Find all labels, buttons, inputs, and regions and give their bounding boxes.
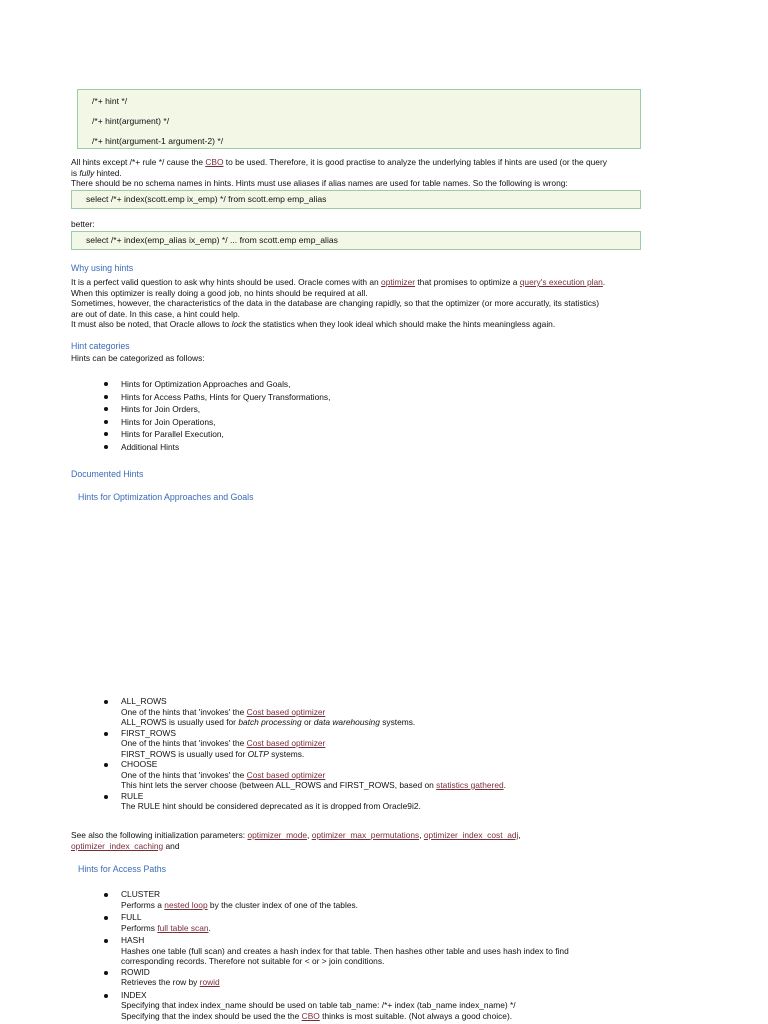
hint-name: INDEX	[121, 989, 147, 1000]
text: Performs a	[121, 899, 165, 910]
syntax-line: /*+ hint(argument) */	[92, 116, 170, 126]
emphasis: lock	[231, 319, 247, 329]
hint-name: FIRST_ROWS	[121, 727, 176, 738]
text: by the cluster index of one of the tables.	[207, 899, 358, 910]
list-item: Hints for Access Paths, Hints for Query Transformations,	[104, 391, 330, 404]
list-item	[104, 967, 569, 988]
hint-name: RULE	[121, 790, 144, 801]
optimization-heading: Hints for Optimization Approaches and Goals	[78, 492, 254, 502]
categories-heading: Hint categories	[71, 341, 130, 351]
text: are out of date. In this case, a hint could help.	[71, 308, 241, 319]
cbo-link[interactable]: Cost based optimizer	[246, 706, 326, 717]
list-item: Hints for Optimization Approaches and Goals,	[104, 378, 330, 391]
intro-paragraph	[71, 157, 641, 189]
list-item	[104, 889, 569, 910]
see-also-paragraph	[71, 830, 641, 851]
text: thinks is most suitable. (Not always a good choice).	[319, 1010, 513, 1021]
text: .	[208, 922, 211, 933]
text: to be used. Therefore, it is good practise to analyze the underlying tables if hints are used (or the query	[223, 157, 607, 167]
list-item	[104, 759, 506, 791]
text: systems.	[379, 717, 416, 727]
text: the statistics when they look ideal which should make the hints meaningless again.	[246, 319, 556, 329]
text: corresponding records. Therefore not suitable for < or > join conditions.	[121, 956, 385, 966]
text: One of the hints that 'invokes' the	[121, 738, 247, 748]
text: Performs	[121, 922, 158, 933]
why-paragraph	[71, 277, 641, 330]
list-item	[104, 912, 569, 933]
text: .	[503, 780, 506, 790]
text: systems.	[268, 748, 305, 759]
hint-syntax-box	[77, 89, 641, 149]
text: or	[301, 717, 314, 727]
optimizer-max-permutations-link[interactable]: optimizer_max_permutations	[311, 830, 420, 840]
list-item	[104, 935, 569, 967]
hint-name: ROWID	[121, 966, 150, 977]
access-hints-list	[104, 889, 569, 1021]
text: One of the hints that 'invokes' the	[121, 706, 247, 717]
text: hinted.	[94, 167, 122, 178]
text: Retrieves the row by	[121, 977, 200, 987]
text: ,	[518, 830, 521, 840]
text: ,	[419, 830, 424, 840]
text: Specifying that the index should be used the the	[121, 1010, 302, 1021]
cbo-link[interactable]: CBO	[205, 157, 224, 167]
text: When this optimizer is really doing a good job, no hints should be required at all.	[71, 287, 368, 298]
text: is	[71, 167, 80, 178]
optimization-hints-list	[104, 696, 506, 812]
emphasis: fully	[79, 167, 95, 178]
syntax-line: /*+ hint */	[92, 96, 128, 106]
text: It is a perfect valid question to ask why hints should be used. Oracle comes with an	[71, 277, 382, 287]
hint-name: HASH	[121, 935, 145, 945]
better-label: better:	[71, 219, 95, 229]
text: This hint lets the server choose (between ALL_ROWS and FIRST_ROWS, based on	[121, 780, 437, 790]
list-item: Hints for Join Operations,	[104, 416, 330, 429]
optimizer-index-cost-adj-link[interactable]: optimizer_index_cost_adj	[423, 830, 519, 840]
categories-list	[104, 378, 330, 454]
documented-heading: Documented Hints	[71, 469, 144, 479]
list-item	[104, 696, 506, 728]
wrong-code: select /*+ index(scott.emp ix_emp) */ from scott.emp emp_alias	[86, 194, 327, 204]
text: .	[602, 277, 606, 287]
categories-intro: Hints can be categorized as follows:	[71, 353, 205, 363]
cbo-link[interactable]: Cost based optimizer	[246, 769, 326, 780]
text: that promises to optimize a	[415, 277, 520, 287]
text: and	[163, 840, 180, 851]
better-code: select /*+ index(emp_alias ix_emp) */ ... from scott.emp emp_alias	[86, 235, 338, 245]
text: See also the following initialization parameters:	[71, 830, 248, 840]
text: One of the hints that 'invokes' the	[121, 769, 247, 780]
better-code-box	[71, 231, 641, 250]
syntax-line: /*+ hint(argument-1 argument-2) */	[92, 136, 224, 146]
wrong-code-box	[71, 190, 641, 209]
cbo-link[interactable]: Cost based optimizer	[246, 738, 326, 748]
rowid-link[interactable]: rowid	[199, 977, 220, 987]
text: All hints except /*+ rule */ cause the	[71, 157, 206, 167]
hint-name: CHOOSE	[121, 759, 158, 769]
emphasis: batch processing	[238, 717, 302, 727]
hint-name: FULL	[121, 912, 142, 922]
why-heading: Why using hints	[71, 263, 134, 273]
text: Sometimes, however, the characteristics of the data in the database are changing rapidly, so that the optimizer (or more accuratly, its statistics)	[71, 298, 600, 308]
text: There should be no schema names in hints. Hints must use aliases if alias names are used for table names. So the following is wrong:	[71, 178, 568, 188]
emphasis: data warehousing	[313, 717, 380, 727]
text: It must also be noted, that Oracle allows to	[71, 319, 232, 329]
nested-loop-link[interactable]: nested loop	[164, 899, 208, 910]
emphasis: OLTP	[247, 748, 269, 759]
execution-plan-link[interactable]: query's execution plan	[519, 277, 603, 287]
list-item	[104, 990, 569, 1022]
optimizer-link[interactable]: optimizer	[381, 277, 416, 287]
list-item	[104, 728, 506, 760]
optimizer-index-caching-link[interactable]: optimizer_index_caching	[71, 840, 164, 851]
list-item: Hints for Parallel Execution,	[104, 428, 330, 441]
text: Specifying that index index_name should be used on table tab_name: /*+ index (tab_name index_name) */	[121, 1000, 516, 1010]
cbo-link[interactable]: CBO	[301, 1010, 320, 1021]
access-paths-heading: Hints for Access Paths	[78, 864, 167, 874]
optimizer-mode-link[interactable]: optimizer_mode	[247, 830, 308, 840]
list-item	[104, 791, 506, 812]
list-item: Additional Hints	[104, 441, 330, 454]
text: ALL_ROWS is usually used for	[121, 717, 239, 727]
text: FIRST_ROWS is usually used for	[121, 748, 248, 759]
hint-name: CLUSTER	[121, 889, 161, 899]
full-table-scan-link[interactable]: full table scan	[157, 922, 209, 933]
list-item: Hints for Join Orders,	[104, 403, 330, 416]
text: Hashes one table (full scan) and creates a hash index for that table. Then hashes other table and uses hash index to find	[121, 945, 569, 956]
text: ,	[307, 830, 312, 840]
statistics-gathered-link[interactable]: statistics gathered	[436, 780, 504, 790]
text: The RULE hint should be considered deprecated as it is dropped from Oracle9i2.	[121, 801, 421, 811]
hint-name: ALL_ROWS	[121, 696, 167, 706]
